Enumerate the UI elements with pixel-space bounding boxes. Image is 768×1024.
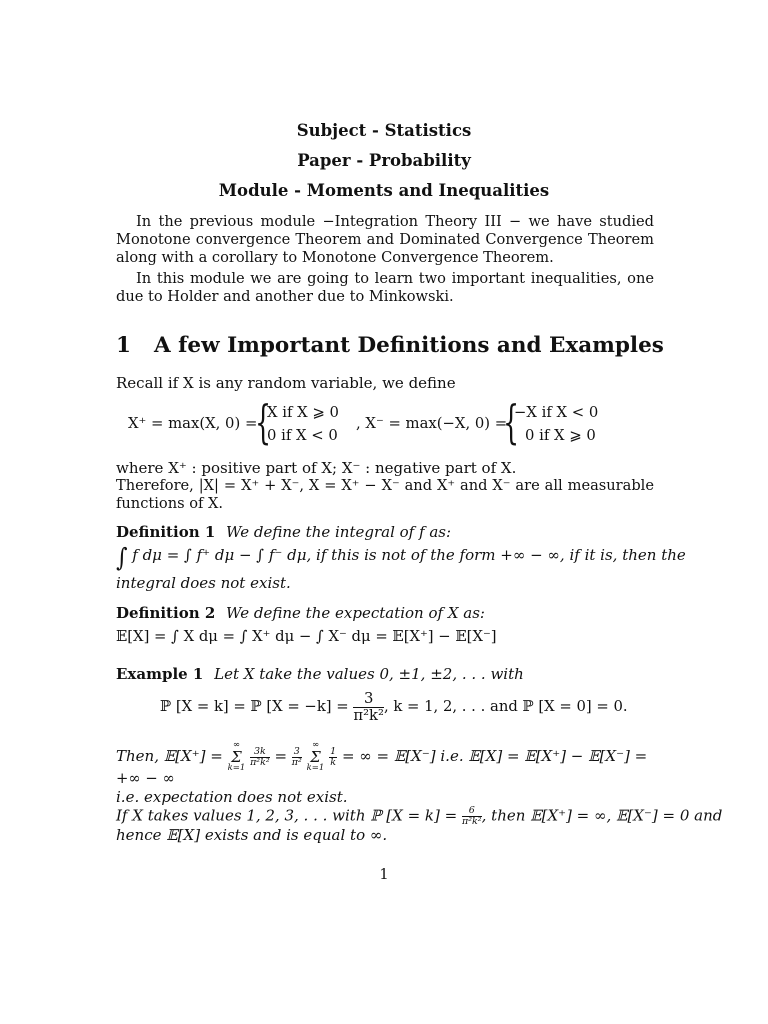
fraction-6 — [462, 806, 482, 827]
sum-1-bottom: k=1 — [227, 763, 246, 773]
definition-2-formula: 𝔼[X] = ∫ X dμ = ∫ X⁺ dμ − ∫ X⁻ dμ = 𝔼[X⁺] − 𝔼[X⁻] — [116, 628, 497, 645]
module-title: Module - Moments and Inequalities — [218, 181, 550, 200]
example-1-statement: Let X take the values 0, ±1, ±2, . . . with — [214, 665, 524, 683]
definition-1-tail: if this is not of the form +∞ − ∞, if it is, then the — [311, 546, 686, 564]
fraction-3-den: π² — [291, 756, 302, 768]
definition-1-label: Definition 1 — [116, 523, 216, 541]
fraction-1-num: 1 — [330, 745, 337, 757]
xplus-lhs: X⁺ = max(X, 0) = — [128, 415, 258, 432]
definition-1-formula-line — [116, 544, 686, 573]
prob-fraction — [353, 691, 384, 724]
recall-text: Recall if X is any random variable, we define — [116, 374, 456, 392]
infinity-minus-infinity: +∞ − ∞ — [116, 770, 175, 787]
sum-2-bottom: k=1 — [306, 763, 325, 773]
then-line: Then, 𝔼[X⁺] = ∞ Σ k=1 $\frac{3k}{\text{π²k²}}$ = $\frac{3}{\text{π²}}$ ∞ Σ k=1 $\frac{1}{k}$ = ∞ = 𝔼[X⁻] i.e. 𝔼[X] = 𝔼[X⁺] − 𝔼[X⁻] = — [116, 740, 648, 773]
probability-formula — [160, 690, 628, 724]
example-1-label: Example 1 — [116, 665, 204, 683]
definition-1-formula: f dμ = ∫ f⁺ dμ − ∫ f⁻ dμ, — [132, 546, 312, 564]
fraction-1-over-k — [329, 747, 337, 768]
fraction-3k — [250, 747, 270, 768]
fraction-3 — [292, 747, 302, 768]
intro-paragraph-2: In this module we are going to learn two important inequalities, one due to Holder and another due to Minkowski. — [116, 270, 654, 306]
prob-fraction-num: 3 — [353, 691, 384, 708]
fraction-3k-den: π²k² — [250, 756, 270, 768]
integral-sign-icon: ∫ — [116, 544, 128, 573]
definition-1-statement: We define the integral of f as: — [226, 523, 452, 541]
second-example-line — [116, 806, 722, 827]
prob-fraction-den: π²k² — [353, 706, 384, 724]
definition-2-header — [116, 604, 485, 622]
sum-1 — [228, 741, 246, 773]
sum-2-top: ∞ — [311, 740, 320, 750]
expectation-not-exist: i.e. expectation does not exist. — [116, 788, 348, 806]
section-heading — [116, 333, 664, 358]
xminus-lhs: , X⁻ = max(−X, 0) = — [356, 415, 508, 432]
xplus-case-1: X if X ⩾ 0 — [267, 404, 339, 421]
then-start: Then, 𝔼[X⁺] = — [116, 747, 223, 765]
subject-title: Subject - Statistics — [296, 121, 472, 140]
therefore-text: Therefore, |X| = X⁺ + X⁻, X = X⁺ − X⁻ and X⁺ and X⁻ are all measurable functions of X. — [116, 477, 654, 513]
sum-2 — [307, 741, 325, 773]
fraction-3k-num: 3k — [250, 747, 270, 758]
definition-2-label: Definition 2 — [116, 604, 216, 622]
definition-1-end: integral does not exist. — [116, 574, 291, 592]
left-brace-icon: { — [503, 395, 520, 449]
sigma-icon: Σ — [231, 748, 242, 766]
xminus-case-1: −X if X < 0 — [514, 404, 599, 421]
fraction-1-den: k — [330, 756, 337, 768]
page-number: 1 — [379, 866, 389, 883]
fraction-6-num: 6 — [462, 806, 482, 817]
then-end: = ∞ = 𝔼[X⁻] i.e. 𝔼[X] = 𝔼[X⁺] − 𝔼[X⁻] = — [341, 747, 648, 765]
prob-lhs: ℙ [X = k] = ℙ [X = −k] = — [160, 698, 349, 715]
paper-title: Paper - Probability — [297, 151, 471, 170]
example-1-header — [116, 665, 524, 683]
sum-1-top: ∞ — [232, 740, 240, 750]
where-text: where X⁺ : positive part of X; X⁻ : negative part of X. — [116, 459, 517, 477]
section-number: 1 — [116, 333, 131, 358]
left-brace-icon: { — [255, 395, 272, 449]
prob-rhs: , k = 1, 2, . . . and ℙ [X = 0] = 0. — [383, 698, 628, 715]
exists-conclusion: hence 𝔼[X] exists and is equal to ∞. — [116, 826, 388, 844]
section-title: A few Important Definitions and Examples — [154, 333, 664, 358]
line4-end: , then 𝔼[X⁺] = ∞, 𝔼[X⁻] = 0 and — [481, 806, 723, 825]
fraction-3-num: 3 — [292, 747, 302, 758]
xplus-case-2: 0 if X < 0 — [267, 427, 338, 444]
definition-2-statement: We define the expectation of X as: — [226, 604, 485, 622]
definition-1-header — [116, 523, 451, 541]
sigma-icon: Σ — [310, 748, 321, 766]
xminus-case-2: 0 if X ⩾ 0 — [525, 427, 596, 444]
line4-start: If X takes values 1, 2, 3, . . . with ℙ [X = k] = — [116, 806, 458, 825]
intro-paragraph-1: In the previous module −Integration Theory III − we have studied Monotone convergence Theorem and Dominated Convergence Theorem along with a corollary to Monotone Convergence Theorem. — [116, 213, 654, 267]
fraction-6-den: π²k² — [462, 816, 482, 827]
